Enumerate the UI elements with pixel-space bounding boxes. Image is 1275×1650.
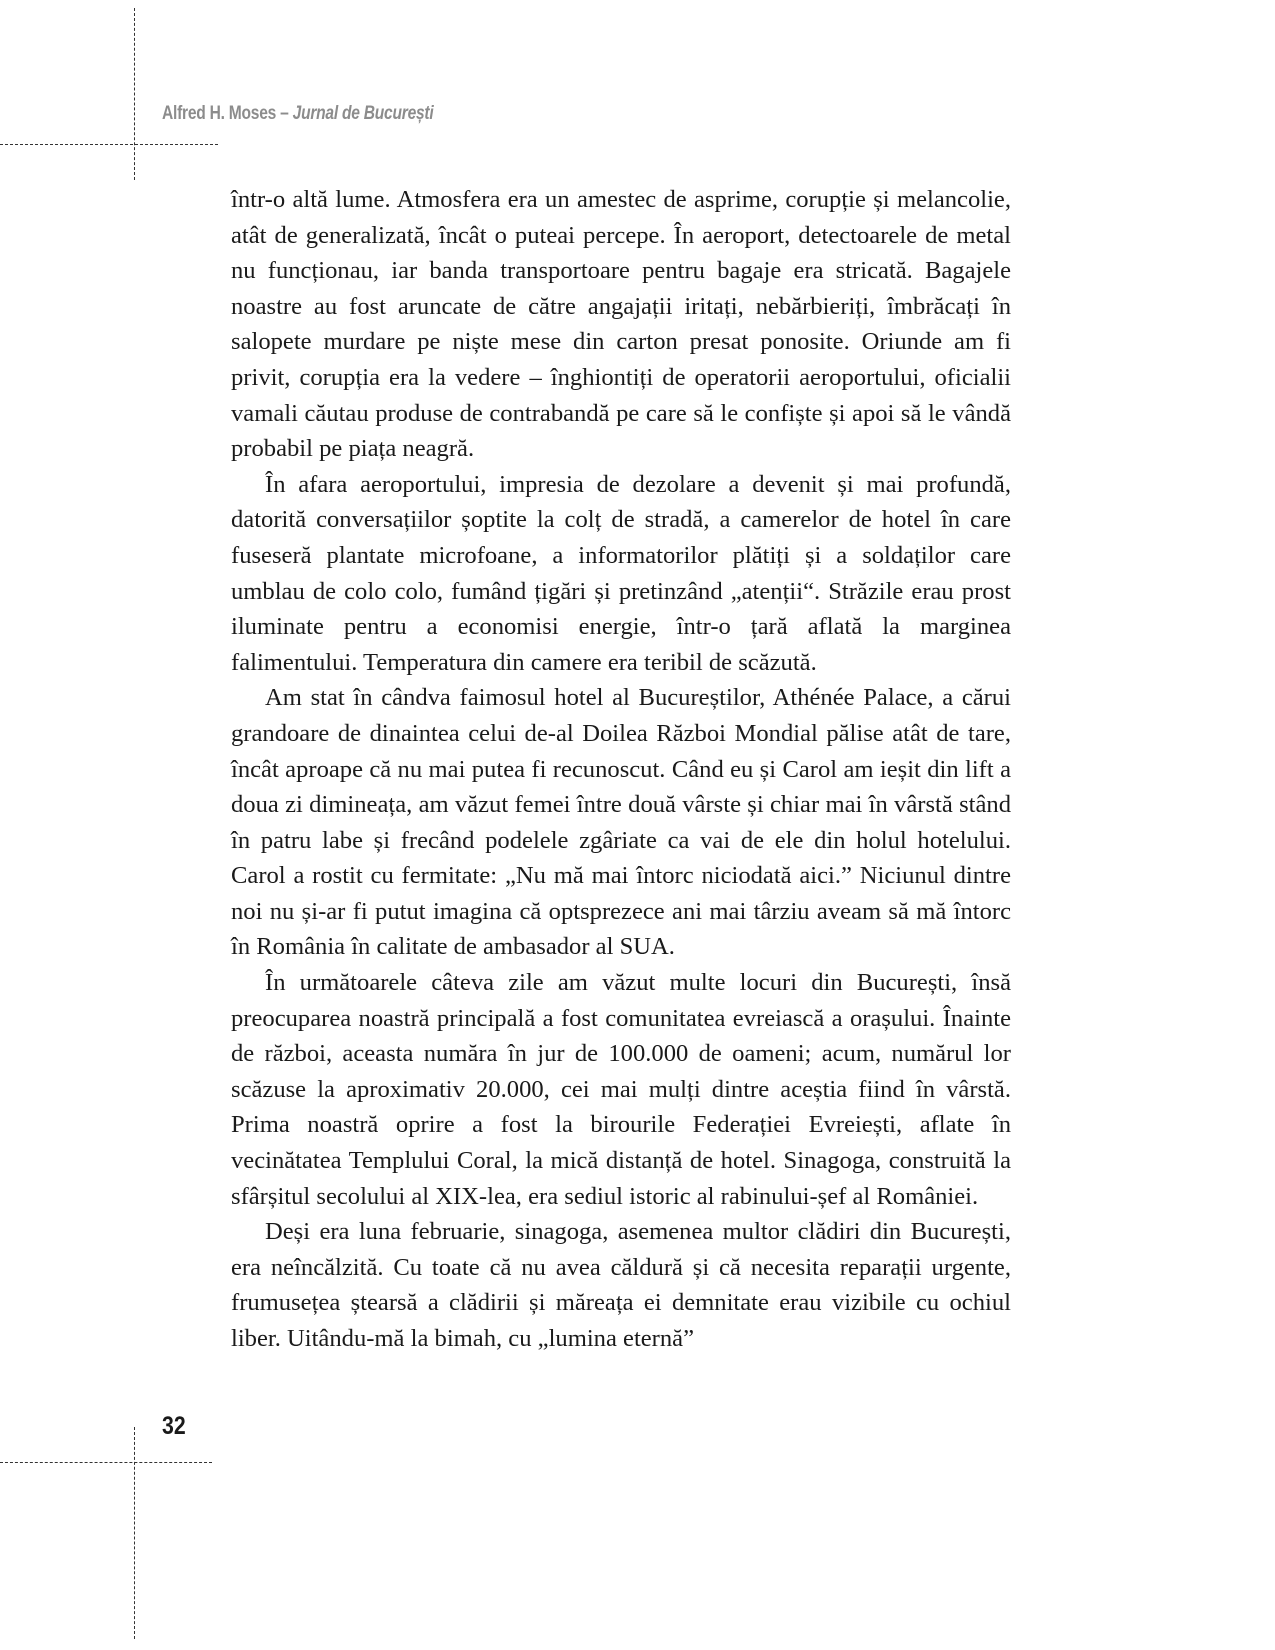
paragraph-1: într-o altă lume. Atmosfera era un amestec de asprime, corupție și melancolie, atât de generalizată, încât o puteai percepe. În aeroport, detectoarele de metal nu funcționau, iar banda transportoare pentru bagaje era stricată. Bagajele noastre au fost aruncate de către angajații iritați, nebărbieriți, îmbrăcați în salopete murdare pe niște mese din carton presat ponosite. Oriunde am fi privit, corupția era la vedere – înghiontiți de operatorii aeroportului, oficialii vamali căutau produse de contrabandă pe care să le confiște și apoi să le vândă probabil pe piața neagră. [231, 186, 1011, 463]
crop-mark-top-vertical [134, 8, 135, 180]
crop-mark-bottom-vertical [134, 1427, 135, 1639]
paragraph-5: Deși era luna februarie, sinagoga, asemenea multor clădiri din București, era neîncălzită. Cu toate că nu avea căldură și că necesita reparații urgente, frumusețea ștearsă a clădirii și măreața ei demnitate erau vizibile cu ochiul liber. Uitându-mă la bimah, cu „lumina eternă” [231, 1218, 1011, 1352]
running-head-author: Alfred H. Moses [162, 103, 277, 124]
crop-mark-top-horizontal [0, 144, 218, 145]
running-head-book-title: Jurnal de București [292, 103, 434, 124]
running-head [162, 103, 433, 125]
page-number: 32 [162, 1412, 186, 1440]
paragraph-4: În următoarele câteva zile am văzut multe locuri din București, însă preocuparea noastră principală a fost comunitatea evreiască a orașului. Înainte de război, aceasta număra în jur de 100.000 de oameni; acum, numărul lor scăzuse la aproximativ 20.000, cei mai mulți dintre aceștia fiind în vârstă. Prima noastră oprire a fost la birourile Federației Evreiești, aflate în vecinătatea Templului Coral, la mică distanță de hotel. Sinagoga, construită la sfârșitul secolului al XIX-lea, era sediul istoric al rabinului-șef al României. [231, 969, 1011, 1210]
running-head-separator: – [276, 103, 293, 124]
paragraph-2: În afara aeroportului, impresia de dezolare a devenit și mai profundă, datorită conversațiilor șoptite la colț de stradă, a camerelor de hotel în care fuseseră plantate microfoane, a informatorilor plătiți și a soldaților care umblau de colo colo, fumând țigări și pretinzând „atenții“. Străzile erau prost iluminate pentru a economisi energie, într-o țară aflată la marginea falimentului. Temperatura din camere era teribil de scăzută. [231, 470, 1011, 676]
body-text [231, 182, 1011, 1357]
crop-mark-bottom-horizontal [0, 1462, 212, 1463]
paragraph-3: Am stat în cândva faimosul hotel al Bucureștilor, Athénée Palace, a cărui grandoare de dinaintea celui de-al Doilea Război Mondial pălise atât de tare, încât aproape că nu mai putea fi recunoscut. Când eu și Carol am ieșit din lift a doua zi dimineața, am văzut femei între două vârste și chiar mai în vârstă stând în patru labe și frecând podelele zgâriate ca vai de ele din holul hotelului. Carol a rostit cu fermitate: „Nu mă mai întorc niciodată aici.” Niciunul dintre noi nu și-ar fi putut imagina că optsprezece ani mai târziu aveam să mă întorc în România în calitate de ambasador al SUA. [231, 684, 1011, 961]
